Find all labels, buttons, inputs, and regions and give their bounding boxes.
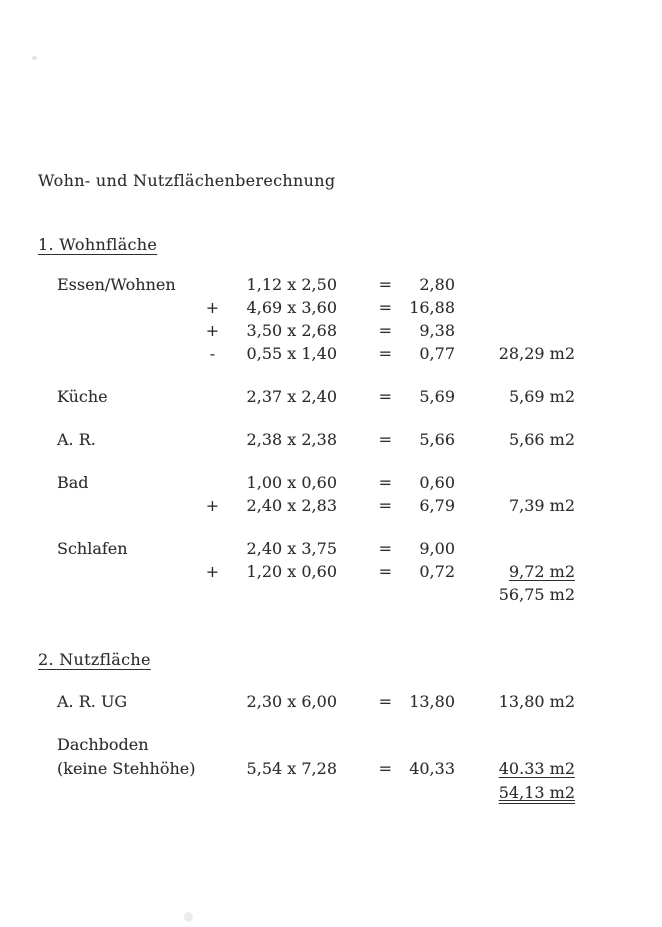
dimensions: 3,50 x 2,68 <box>246 321 337 340</box>
section-1-heading: 1. Wohnfläche <box>38 235 158 254</box>
room-label: (keine Stehhöhe) <box>57 759 196 778</box>
equals-sign: = <box>378 539 392 558</box>
equals-sign: = <box>378 562 392 581</box>
area-value: 0,77 <box>419 344 455 363</box>
area-value: 13,80 <box>409 692 455 711</box>
dimensions <box>225 733 345 757</box>
room-label: Schlafen <box>57 539 128 558</box>
room-label <box>38 583 200 606</box>
equals-sign: = <box>378 430 392 449</box>
equals-sign <box>345 583 400 606</box>
table-row <box>38 757 598 781</box>
operator <box>200 537 225 560</box>
area-value: 9,38 <box>419 321 455 340</box>
table-row <box>38 537 598 560</box>
subtotal-underlined: 9,72 m2 <box>508 562 575 581</box>
subtotal: 7,39 m2 <box>508 496 575 515</box>
room-label: A. R. UG <box>57 692 128 711</box>
subtotal <box>455 273 575 296</box>
dimensions <box>225 781 345 805</box>
operator <box>200 273 225 296</box>
room-label: Essen/Wohnen <box>57 275 176 294</box>
operator: + <box>205 298 220 317</box>
equals-sign: = <box>378 692 392 711</box>
subtotal <box>455 733 575 757</box>
subtotal <box>455 319 575 342</box>
subtotal-underlined: 40.33 m2 <box>498 759 575 778</box>
dimensions <box>225 583 345 606</box>
scan-artifact <box>32 56 37 60</box>
table-row <box>38 690 598 714</box>
equals-sign: = <box>378 759 392 778</box>
dimensions: 2,40 x 3,75 <box>246 539 337 558</box>
subtotal <box>455 537 575 560</box>
operator <box>200 583 225 606</box>
section-2-heading: 2. Nutzfläche <box>38 650 151 669</box>
scan-artifact <box>184 912 193 922</box>
equals-sign <box>345 781 400 805</box>
subtotal <box>455 471 575 494</box>
dimensions: 2,40 x 2,83 <box>246 496 337 515</box>
table-row <box>38 583 598 606</box>
subtotal: 5,66 m2 <box>508 430 575 449</box>
subtotal: 13,80 m2 <box>498 692 575 711</box>
area-value: 40,33 <box>409 759 455 778</box>
room-label <box>38 319 200 342</box>
subtotal: 5,69 m2 <box>508 387 575 406</box>
table-row <box>38 319 598 342</box>
area-value <box>400 781 455 805</box>
area-value: 6,79 <box>419 496 455 515</box>
equals-sign: = <box>378 275 392 294</box>
room-label <box>38 296 200 319</box>
equals-sign: = <box>378 298 392 317</box>
table-row <box>38 494 598 517</box>
equals-sign: = <box>378 344 392 363</box>
equals-sign: = <box>378 387 392 406</box>
room-label <box>38 342 200 365</box>
dimensions: 1,00 x 0,60 <box>246 473 337 492</box>
table-row <box>38 733 598 757</box>
area-value: 0,72 <box>419 562 455 581</box>
operator <box>200 781 225 805</box>
section-total: 56,75 m2 <box>498 585 575 604</box>
table-row <box>38 273 598 296</box>
room-label: Küche <box>57 387 108 406</box>
operator: + <box>205 496 220 515</box>
area-value: 5,66 <box>419 430 455 449</box>
operator <box>200 471 225 494</box>
area-value: 5,69 <box>419 387 455 406</box>
area-value <box>400 733 455 757</box>
room-label: Dachboden <box>57 735 149 754</box>
table-row <box>38 342 598 365</box>
dimensions: 2,37 x 2,40 <box>246 387 337 406</box>
table-row <box>38 471 598 494</box>
operator <box>200 757 225 781</box>
operator <box>200 385 225 408</box>
dimensions: 5,54 x 7,28 <box>246 759 337 778</box>
table-row <box>38 560 598 583</box>
dimensions: 1,12 x 2,50 <box>246 275 337 294</box>
equals-sign: = <box>378 321 392 340</box>
operator: - <box>209 344 216 363</box>
dimensions: 0,55 x 1,40 <box>246 344 337 363</box>
table-row <box>38 781 598 805</box>
nutzflaeche-table <box>38 690 598 805</box>
grand-total: 54,13 m2 <box>498 783 575 802</box>
table-row <box>38 385 598 408</box>
room-label: Bad <box>57 473 89 492</box>
room-label <box>38 494 200 517</box>
dimensions: 2,30 x 6,00 <box>246 692 337 711</box>
dimensions: 4,69 x 3,60 <box>246 298 337 317</box>
operator: + <box>205 321 220 340</box>
table-row <box>38 428 598 451</box>
wohnflaeche-table <box>38 273 598 606</box>
equals-sign: = <box>378 496 392 515</box>
room-label <box>38 781 200 805</box>
room-label <box>38 560 200 583</box>
room-label: A. R. <box>57 430 96 449</box>
operator <box>200 733 225 757</box>
area-value: 2,80 <box>419 275 455 294</box>
subtotal: 28,29 m2 <box>498 344 575 363</box>
document-title: Wohn- und Nutzflächenberechnung <box>38 171 336 190</box>
operator <box>200 428 225 451</box>
area-value: 0,60 <box>419 473 455 492</box>
area-value <box>400 583 455 606</box>
equals-sign: = <box>378 473 392 492</box>
operator <box>200 690 225 714</box>
table-row <box>38 296 598 319</box>
dimensions: 2,38 x 2,38 <box>246 430 337 449</box>
equals-sign <box>345 733 400 757</box>
subtotal <box>455 296 575 319</box>
dimensions: 1,20 x 0,60 <box>246 562 337 581</box>
operator: + <box>205 562 220 581</box>
area-value: 16,88 <box>409 298 455 317</box>
area-value: 9,00 <box>419 539 455 558</box>
